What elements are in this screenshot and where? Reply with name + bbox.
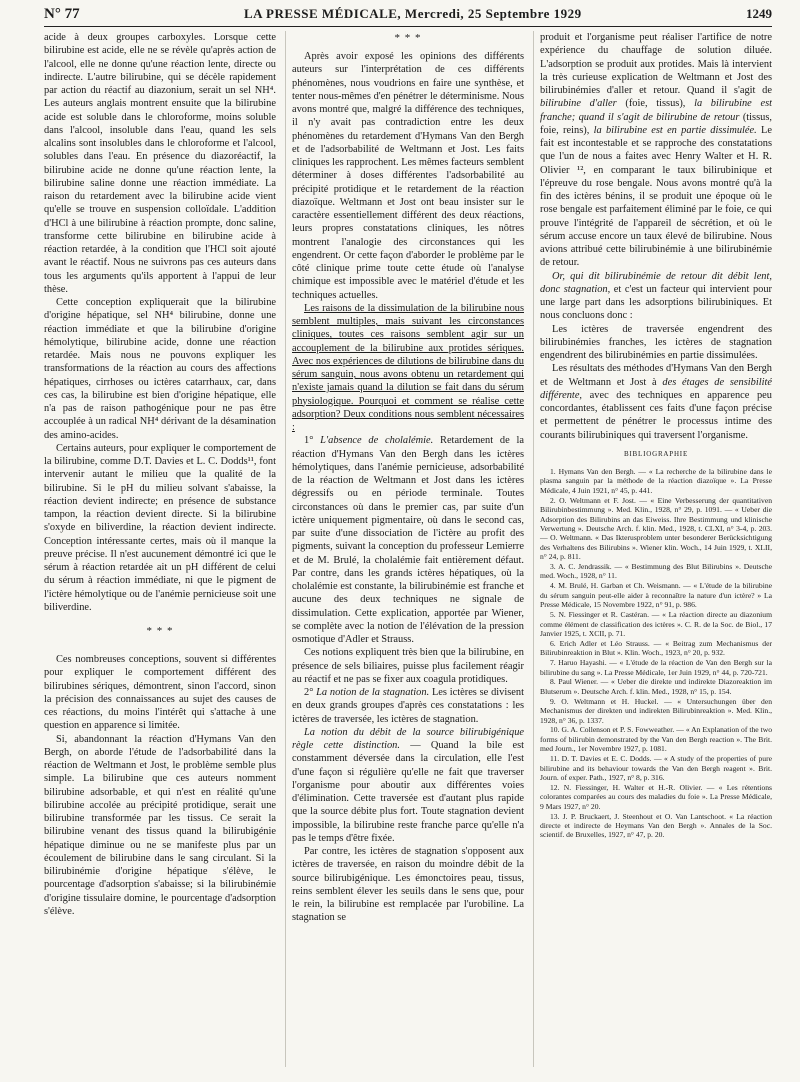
bibliography-entry: 4. M. Brulé, H. Garban et Ch. Weismann. — « L'étude de la bilirubine du sérum sanguin peut-elle aider à reconnaître la nature d'un ictère? » La Presse Médicale, 15 Novembre 1922, n° 91, p. 986. bbox=[540, 581, 772, 610]
section-separator-stars: * * * bbox=[394, 32, 422, 44]
bibliography-entry: 7. Haruo Hayashi. — « L'étude de la réaction de Van den Bergh sur la bilirubine du sang ». La Presse Médicale, 1er Juin 1929, n° 44, p. 720-721. bbox=[540, 658, 772, 677]
paragraph: Ces notions expliquent très bien que la bilirubine, en présence de sels biliaires, puisse plus facilement réagir au réactif et ne pas se fixer aux coagula protidiques. bbox=[292, 647, 524, 685]
italic-heading: La notion du débit de la source bilirubigénique règle cette distinction. bbox=[292, 726, 524, 751]
issue-number: N° 77 bbox=[44, 6, 80, 22]
bibliography-entry: 8. Paul Wiener. — « Ueber die direkte und indirekte Diazoreaktion im Blutserum ». Deutsche Arch. f. klin. Med., 1928, n° 15, p. 154. bbox=[540, 677, 772, 696]
bibliography-title: BIBLIOGRAPHIE bbox=[623, 449, 689, 458]
article-columns bbox=[44, 31, 772, 1067]
paragraph-debit: La notion du débit de la source bilirubigénique règle cette distinction. — Quand la bile est constamment déversée dans la circulation, elle l'est d'une façon si régulière qu'elle ne fait que traverser l'organisme pour aboutir aux différentes voies d'élimination. Cette traversée est d'autant plus rapide que la source débite plus fort. Toute stagnation devient impossible, la bilirubine reste franche parce qu'elle n'a pas le temps d'être fixée. bbox=[292, 726, 524, 844]
bibliography-entry: 5. N. Fiessinger et R. Castéran. — « La réaction directe au diazonium comme élément de classification des ictères ». C. R. de la Soc. de Biol., 17 Janvier 1925, t. XCII, p. 71. bbox=[540, 610, 772, 638]
paragraph: Certains auteurs, pour expliquer le comportement de la bilirubine, comme D.T. Davies et L. C. Dodds¹¹, font intervenir autant le milieu que la qualité de la bilirubine. Si le pH du milieu solvant s'abaisse, la réaction devient indirecte; en présence de substance tampon, la réaction devient directe. Si la bilirubine s'oxyde en biliverdine, la réaction devient indirecte. Conception intéressante certes, mais où il manque la preuve précise. Il n'est aucunement démontré ici que le sérum à réaction retardée ait un pH différent de celui du sérum à réaction immédiate, ni que le pigment de l'ictère hémolytique ou de l'anémie pernicieuse soit une biliverdine. bbox=[44, 442, 276, 613]
paragraph: Or, qui dit bilirubinémie de retour dit débit lent, donc stagnation, et c'est un facteur qui intervient pour une large part dans les adsorptions bilirubiniques. Et nous concluons donc : bbox=[540, 270, 772, 322]
column-3 bbox=[533, 31, 772, 1067]
bibliography-entry: 3. A. C. Jendrassik. — « Bestimmung des Blut Bilirubins ». Deutsche med. Woch., 1928, n° 11. bbox=[540, 562, 772, 581]
bibliography-entry: 13. J. P. Bruckaert, J. Steenhout et O. Van Lantschoot. « La réaction directe et indirecte de Heymans Van den Bergh ». Annales de la Soc. scientif. de Bruxelles, 1927, n° 47, p. 20. bbox=[540, 811, 772, 840]
paragraph-stagnation: 2° La notion de la stagnation. Les ictères se divisent en deux grands groupes d'après ces constatations : les ictères de traversée, les ictères de stagnation. bbox=[292, 687, 524, 725]
paragraph-underlined: Les raisons de la dissimulation de la bilirubine nous semblent multiples, mais suivant les circonstances cliniques, toutes ces raisons semblent agir sur un accouplement de la bilirubine aux protides sériques. Avec nos expériences de dilutions de bilirubine dans du sérum sanguin, nous avons obtenu un retardement qui n'existe jamais quand la dilution se fait dans du sérum physiologique. Pourquoi et comment se réalise cette adsorption? Deux conditions nous semblent nécessaires : bbox=[292, 302, 524, 433]
italic-heading: L'absence de cholalémie. bbox=[320, 435, 434, 447]
paragraph-absence-cholalemie: 1° L'absence de cholalémie. Retardement de la réaction d'Hymans Van den Bergh dans les ictères hémolytiques, dans l'anémie pernicieuse, adsorbabilité de la réaction de Weltmann et Jost dans les ictères dégressifs ou en période terminale. Toutes circonstances où dans le premier cas, par suite d'un ictère uniquement pigmentaire, où dans le second cas, par suite d'une dissociation de l'ictère au profit des pigments, suivant la conception du professeur Lemierre et de M. Brulé, la cholalémie fait entièrement défaut. Par contre, dans les grands ictères hépatiques, où la cholalémie est constante, la bilirubinémie est franche et aucune des deux techniques ne signale de dissimulation. Cette explication, apportée par Wiener, se complète avec la notion de l'élévation de la pression osmotique d'Adler et Strauss. bbox=[292, 435, 524, 645]
section-separator-stars: * * * bbox=[146, 625, 174, 637]
paragraph-conclusion: Les ictères de traversée engendrent des bilirubinémies franches, les ictères de stagnation engendrent des bilirubinémies en partie dissimulées. bbox=[540, 323, 772, 361]
paragraph: acide à deux groupes carboxyles. Lorsque cette bilirubine est acide, elle ne se révèle qu'après action de l'alcool, elle ne donne qu'une réaction lente, directe ou indirecte. L'autre bilirubine, qui se décèle rapidement par action du réactif au diazonium, serait un sel NH⁴. Les auteurs anglais montrent ensuite que la bilirubine acide est soluble dans le chloroforme, moins soluble dans l'alcool, insoluble dans l'eau, quand les sels alcalins sont insolubles dans le chloroforme et l'alcool, solubles dans l'eau. En présence du diazoréactif, la bilirubine acide ne donne qu'une réaction lente, la bilirubine saline donne une réaction immédiate. La raison du retardement avec la bilirubine acide vient qu'elle se trouve en suspension colloïdale. L'addition d'HCl à une bilirubine à réaction prompte, donc saline, transforme cette bilirubine en bilirubine acide à réaction retardée, à la condition que l'HCl soit ajouté avant le réactif. Nous ne suivrons pas ces auteurs dans tous les arguments qu'ils apportent à l'appui de leur thèse. bbox=[44, 32, 276, 295]
bibliography-entry: 9. O. Weltmann et H. Huckel. — « Untersuchungen über den Mechanismus der direkten und indirekten Bilirubinreaktion ». Med. Klin., 1928, n° 36, p. 1337. bbox=[540, 696, 772, 725]
column-1 bbox=[44, 31, 276, 1067]
paragraph: Cette conception expliquerait que la bilirubine d'origine hépatique, sel NH⁴ bilirubine, donne une réaction immédiate et que la bilirubine d'origine hémolytique, bilirubine acide, donne une réaction retardée. Mais nous ne pouvons expliquer les transformations de la réaction au cours des affections hépatiques, cirrhoses ou ictères catarrhaux, car, dans ces cas, la bilirubine est bien d'origine hépatique, elle n'a pas de raison pathogénique pour ne pas être accouplée à un radical NH⁴ dérivant de la désamination des amino-acides. bbox=[44, 297, 276, 441]
paragraph: Si, abandonnant la réaction d'Hymans Van den Bergh, on aborde l'étude de l'adsorbabilité dans la réaction de Weltmann et Jost, le problème semble plus simple. La bilirubine que ces auteurs nomment bilirubine adsorbable, et qui n'est en réalité qu'une bilirubine accolée au précipité protidique, serait une bilirubine transformée par les tissus. Ce serait la bilirubine venant des tissus quand la bilirubigénie hépatique diminue ou ne se manifeste plus par un écoulement de bilirubine dans le sang circulant. Si la bilirubinémie d'origine hépatique s'élève, le pourcentage d'adsorption s'abaisse; si la bilirubinémie d'origine tissulaire domine, le pourcentage d'adsorption s'élève. bbox=[44, 733, 276, 917]
paragraph: Les résultats des méthodes d'Hymans Van den Bergh et de Weltmann et Jost à des étages de sensibilité différente, avec des techniques en apparence peu concordantes, établissent ces faits d'une façon précise et permettent de pénétrer le processus intime des courants bilirubiniques qui traversent l'organisme. bbox=[540, 363, 772, 441]
bibliography-entry: 2. O. Weltmann et F. Jost. — « Eine Verbesserung der quantitativen Bilirubinbestimmung ». Med. Klin., 1928, n° 29, p. 1091. — « Ueber die Adsorption des Bilirubins an das Eiweiss. Ihre Bestimmung und klinische Verwertung ». Deutsche Arch. f. klin. Med., 1928, t. CLXI, n° 3-4, p. 203. — O. Weltmann. « Das Ikterusproblem unter besonderer Berücksichtigung des Verhaltens des Bilirubins ». Wiener klin. Woch., 14 Juin 1929, t. XLII, n° 24, p. 811. bbox=[540, 495, 772, 562]
bibliography-list bbox=[540, 467, 772, 840]
bibliography-entry: 6. Erich Adler et Léo Strauss. — « Beitrag zum Mechanismus der Bilirubinreaktion in Blut ». Klin. Woch., 1923, n° 20, p. 932. bbox=[540, 638, 772, 658]
page-number: 1249 bbox=[745, 6, 772, 21]
bibliography-entry: 1. Hymans Van den Bergh. — « La recherche de la bilirubine dans le plasma sanguin par la méthode de la réaction diazoïque ». La Presse Médicale, 4 Juin 1921, n° 45, p. 441. bbox=[540, 467, 772, 495]
paragraph: Ces nombreuses conceptions, souvent si différentes pour expliquer le comportement différent des bilirubines sériques, démontrent, sinon l'accord, sinon la précision des connaissances au sujet des causes de ces réactions, du moins l'intérêt qui s'attache à une question en apparence si limitée. bbox=[44, 654, 276, 732]
italic-heading: La notion de la stagnation. bbox=[316, 687, 430, 698]
paragraph: Après avoir exposé les opinions des différents auteurs sur l'interprétation de ces différents phénomènes, nous voudrions en faire une synthèse, et tenter nous-mêmes d'en pénétrer le déterminisme. Nous avons montré que, malgré la différence des techniques, il n'y avait pas contradiction entre les deux phénomènes du retardement d'Hymans Van den Bergh et de l'adsorbabilité de Weltmann et Jost. Les faits cliniques les rapprochent. Les mêmes facteurs semblent déterminer à doses différentes l'adsorbabilité au précipité protidique et le retardement de la réaction diazoïque. Weltmann et Jost ont beau insister sur le caractère essentiellement différent des deux réactions, leurs propres constatations cliniques, les nôtres montrent l'analogie des circonstances qui les engendrent. Or cette façon d'aborder le problème par le côté clinique prime toute cette étude où l'analyse chimique est impossible avec le matériel d'étude et les techniques actuelles. bbox=[292, 51, 524, 301]
bibliography-entry: 11. D. T. Davies et E. C. Dodds. — « A study of the properties of pure bilirubine and its behaviour towards the Van den Bergh reagent ». Brit. Journ. of exper. Path., 1927, n° 8, p. 316. bbox=[540, 754, 772, 782]
bibliography-entry: 12. N. Fiessinger, H. Walter et H.-R. Olivier. — « Les rétentions colorantes comparées au cours des maladies du foie ». La Presse Médicale, 9 Mars 1927, n° 20. bbox=[540, 782, 772, 811]
paragraph: produit et l'organisme peut réaliser l'artifice de notre expérience du chauffage de solution diluée. L'adsorption se produit aux protides. Mais là intervient la très curieuse explication de Weltmann et Jost des bilirubinémies d'aller et retour. Quand il s'agit de bilirubine d'aller (foie, tissus), la bilirubine est franche; quand il s'agit de bilirubine de retour (tissus, foie, reins), la bilirubine est en partie dissimulée. Le fait est incontestable et se rapproche des constatations que l'un de nous a faites avec Henry Walter et H. R. Olivier ¹², en comparant le taux bilirubinique et l'épreuve du rose bengale. Nous avons montré qu'à la fin des ictères bénins, il se produit une époque où le rose bengale est parfaitement éliminé par le foie, ce qui prouve l'intégrité de l'appareil de sécrétion, et où le sérum accuse encore un taux élevé de bilirubine. Nous avions attribué cette bilirubinémie à une bilirubinémie de retour. bbox=[540, 32, 772, 269]
bibliography-entry: 10. G. A. Collenson et P. S. Fowweather. — « An Explanation of the two forms of bilirubin demonstrated by the Van den Bergh reaction ». The Brit. med Journ., 1er Novembre 1927, p. 1081. bbox=[540, 725, 772, 754]
running-header bbox=[44, 6, 772, 27]
journal-title-date: LA PRESSE MÉDICALE, Mercredi, 25 Septembre 1929 bbox=[243, 6, 582, 21]
column-2 bbox=[285, 31, 524, 1067]
paragraph: Par contre, les ictères de stagnation s'opposent aux ictères de traversée, en raison du moindre débit de la source bilirubigénique. Les émonctoires peau, tissus, reins semblent élever les seuils dans le sens que, pour le rein, la bilirubine est remplacée par l'urobiline. La stagnation se bbox=[292, 846, 524, 924]
